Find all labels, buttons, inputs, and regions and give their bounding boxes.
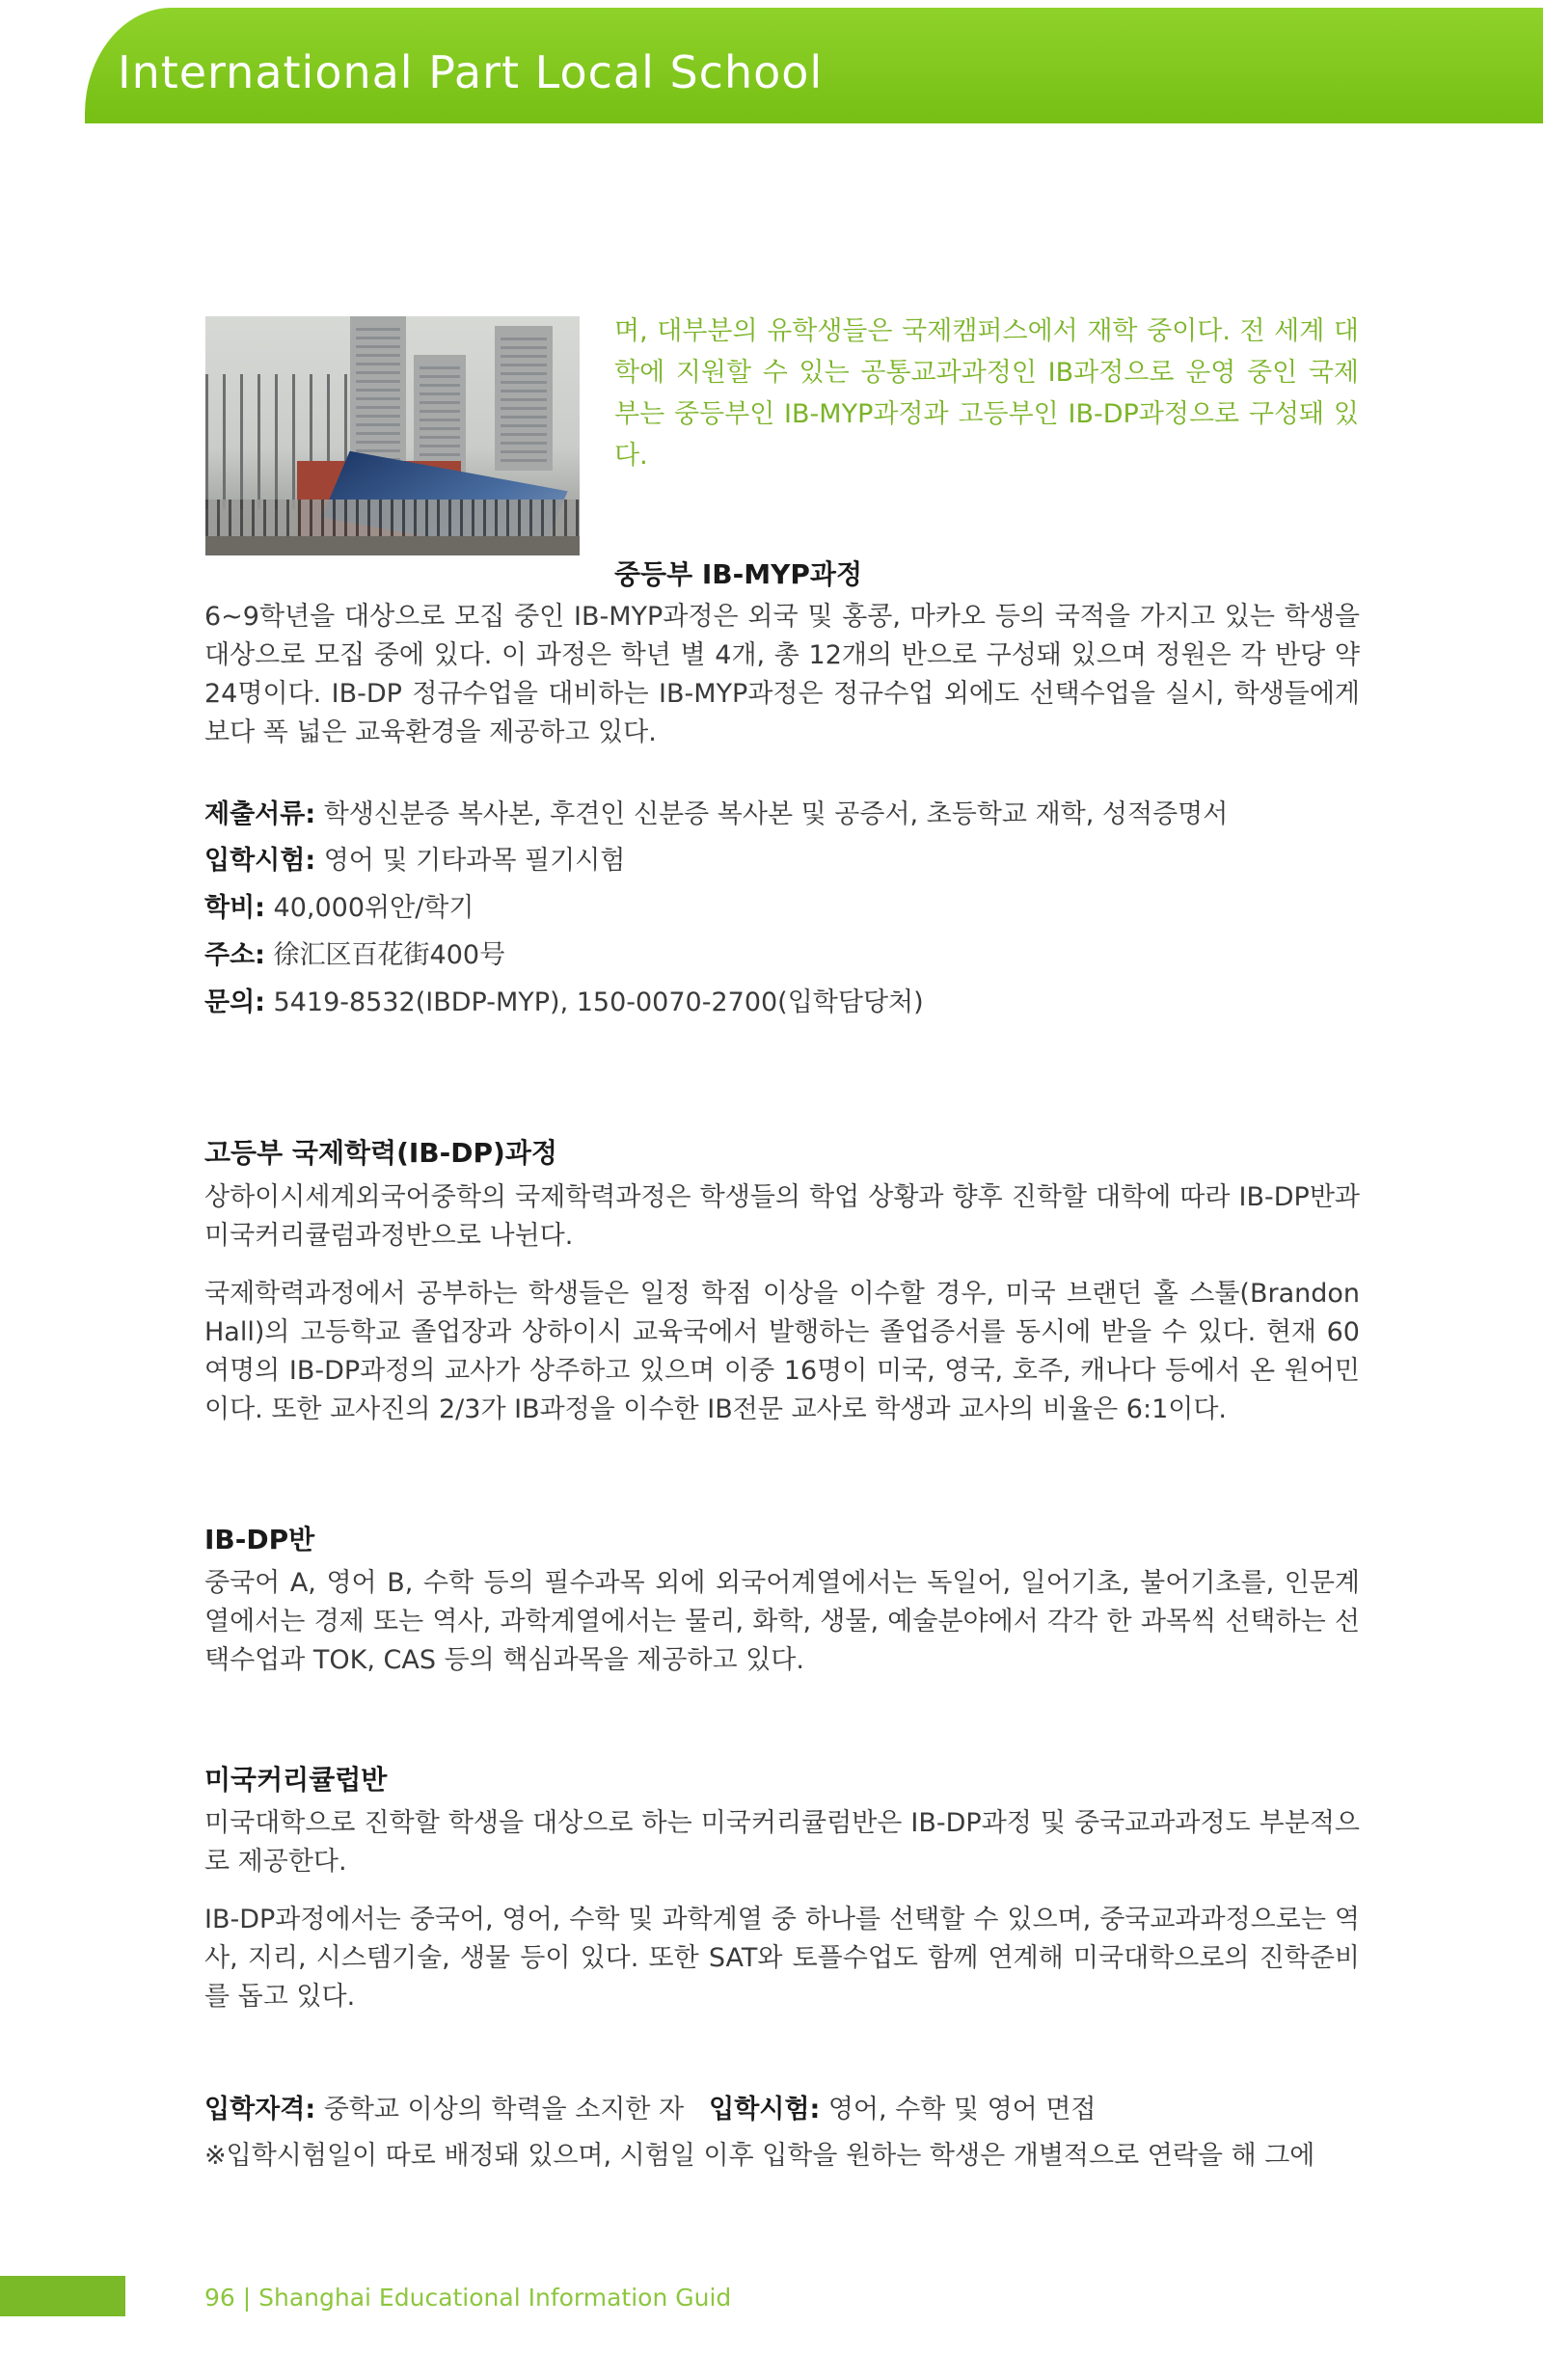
myp-info-row (204, 842, 625, 880)
info-value: 徐汇区百花街400号 (264, 940, 506, 970)
photo-building (495, 326, 553, 471)
photo-ground (205, 536, 580, 555)
dp-heading: 고등부 국제학력(IB-DP)과정 (204, 1137, 557, 1169)
info-value: 학생신분증 복사본, 후견인 신분증 복사본 및 공증서, 초등학교 재학, 성적증명서 (315, 799, 1229, 829)
photo-building (350, 316, 406, 471)
footer-bar (0, 2276, 125, 2316)
admission-value: 영어, 수학 및 영어 면접 (820, 2095, 1097, 2124)
admission-value: 중학교 이상의 학력을 소지한 자 (315, 2095, 685, 2124)
info-label: 입학시험: (204, 846, 316, 876)
intro-paragraph: 며, 대부분의 유학생들은 국제캠퍼스에서 재학 중이다. 전 세계 대학에 지원할 수 있는 공통교과과정인 IB과정으로 운영 중인 국제부는 중등부인 IB-MYP과정과 고등부인 IB-DP과정으로 구성돼 있다. (614, 316, 1359, 471)
info-value: 영어 및 기타과목 필기시험 (315, 846, 626, 876)
us-body-1: 미국대학으로 진학할 학생을 대상으로 하는 미국커리큘럼반은 IB-DP과정 및 중국교과과정도 부분적으로 제공한다. (204, 1808, 1360, 1877)
admission-row (204, 2091, 1097, 2129)
myp-info-row (204, 984, 924, 1022)
page-header-title: International Part Local School (118, 46, 824, 98)
admission-label: 입학자격: (204, 2095, 316, 2124)
myp-heading: 중등부 IB-MYP과정 (614, 558, 863, 590)
info-value: 5419-8532(IBDP-MYP), 150-0070-2700(입학담당처) (264, 987, 924, 1017)
myp-body: 6~9학년을 대상으로 모집 중인 IB-MYP과정은 외국 및 홍콩, 마카오 등의 국적을 가지고 있는 학생을 대상으로 모집 중에 있다. 이 과정은 학년 별 4개, 총 12개의 반으로 구성돼 있으며 정원은 각 반당 약 24명이다. IB-DP 정규수업을 대비하는 IB-MYP과정은 정규수업 외에도 선택수업을 실시, 학생들에게 보다 폭 넓은 교육환경을 제공하고 있다. (204, 602, 1360, 747)
us-heading: 미국커리큘럽반 (204, 1764, 388, 1796)
info-label: 문의: (204, 987, 265, 1017)
admission-label: 입학시험: (709, 2095, 821, 2124)
footer-page-info: 96 | Shanghai Educational Information Guid (204, 2284, 732, 2312)
admission-note: ※입학시험일이 따로 배정돼 있으며, 시험일 이후 입학을 원하는 학생은 개별적으로 연락을 해 그에 (204, 2141, 1315, 2171)
info-label: 주소: (204, 940, 265, 970)
myp-info-row (204, 936, 505, 975)
dp-body-1: 상하이시세계외국어중학의 국제학력과정은 학생들의 학업 상황과 향후 진학할 대학에 따라 IB-DP반과 미국커리큘럼과정반으로 나뉜다. (204, 1182, 1360, 1251)
dp-body-2: 국제학력과정에서 공부하는 학생들은 일정 학점 이상을 이수할 경우, 미국 브랜던 홀 스툴(Brandon Hall)의 고등학교 졸업장과 상하이시 교육국에서 발행하는 졸업증서를 동시에 받을 수 있다. 현재 60여명의 IB-DP과정의 교사가 상주하고 있으며 이중 16명이 미국, 영국, 호주, 캐나다 등에서 온 원어민이다. 또한 교사진의 2/3가 IB과정을 이수한 IB전문 교사로 학생과 교사의 비율은 6:1이다. (204, 1279, 1360, 1424)
ibdp-heading: IB-DP반 (204, 1524, 315, 1555)
myp-info-row (204, 889, 474, 928)
school-gate-photo (205, 316, 580, 555)
us-body-2: IB-DP과정에서는 중국어, 영어, 수학 및 과학계열 중 하나를 선택할 수 있으며, 중국교과과정으로는 역사, 지리, 시스템기술, 생물 등이 있다. 또한 SAT와 토플수업도 함께 연계해 미국대학으로의 진학준비를 돕고 있다. (204, 1905, 1360, 2012)
info-label: 제출서류: (204, 799, 316, 829)
myp-info-row (204, 796, 1228, 834)
info-value: 40,000위안/학기 (264, 893, 474, 923)
ibdp-body: 중국어 A, 영어 B, 수학 등의 필수과목 외에 외국어계열에서는 독일어, 일어기초, 불어기초를, 인문계열에서는 경제 또는 역사, 과학계열에서는 물리, 화학, 생물, 예술분야에서 각각 한 과목씩 선택하는 선택수업과 TOK, CAS 등의 핵심과목을 제공하고 있다. (204, 1568, 1360, 1675)
info-label: 학비: (204, 893, 265, 923)
